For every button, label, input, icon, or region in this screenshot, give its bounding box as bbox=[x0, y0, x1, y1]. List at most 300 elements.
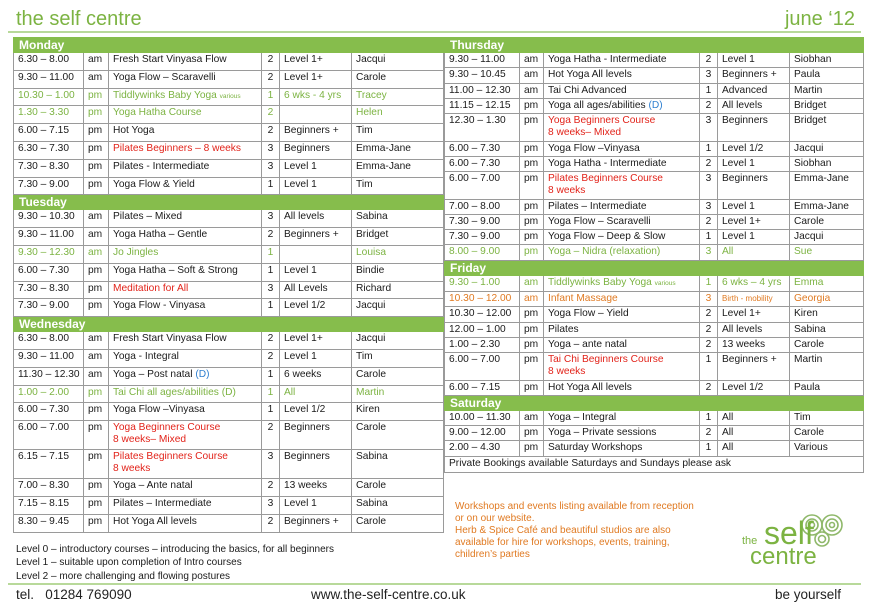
class-time: 6.00 – 7.30 bbox=[14, 263, 84, 281]
class-tutor: Martin bbox=[790, 83, 864, 98]
studio-number: 2 bbox=[262, 228, 280, 246]
class-level: Beginners + bbox=[280, 124, 352, 142]
class-title: Fresh Start Vinyasa Flow bbox=[113, 54, 227, 65]
class-level: Level 1/2 bbox=[718, 380, 790, 395]
class-level: Level 1+ bbox=[718, 214, 790, 229]
class-row[interactable] bbox=[14, 53, 444, 71]
class-title: Tai Chi all ages/abilities (D) bbox=[113, 386, 236, 398]
class-name bbox=[109, 281, 262, 299]
class-time: 6.00 – 7.15 bbox=[14, 124, 84, 142]
class-tutor: Emma-Jane bbox=[352, 159, 444, 177]
class-name bbox=[544, 322, 700, 337]
class-time: 1.00 – 2.30 bbox=[445, 337, 520, 352]
class-tutor: Richard bbox=[352, 281, 444, 299]
class-ampm: pm bbox=[520, 172, 544, 199]
class-time: 6.15 – 7.15 bbox=[14, 450, 84, 479]
studio-number: 2 bbox=[262, 53, 280, 71]
class-row[interactable] bbox=[445, 353, 864, 380]
class-tutor: Carole bbox=[352, 479, 444, 497]
class-row[interactable] bbox=[14, 349, 444, 367]
studio-number: 1 bbox=[262, 177, 280, 195]
class-name bbox=[544, 83, 700, 98]
footer-website[interactable]: www.the-self-centre.co.uk bbox=[311, 587, 466, 602]
day-header-wednesday bbox=[14, 317, 444, 332]
studio-number: 1 bbox=[262, 299, 280, 317]
class-ampm: am bbox=[520, 68, 544, 83]
class-level: 6 weeks bbox=[280, 367, 352, 385]
class-title: Yoga Flow & Yield bbox=[113, 178, 195, 190]
class-name bbox=[109, 385, 262, 403]
class-tutor: Bridget bbox=[790, 98, 864, 113]
class-tutor: Martin bbox=[790, 353, 864, 380]
class-time: 12.30 – 1.30 bbox=[445, 114, 520, 141]
right-timetable bbox=[444, 37, 864, 473]
class-ampm: am bbox=[520, 83, 544, 98]
class-ampm: pm bbox=[520, 307, 544, 322]
class-name bbox=[109, 228, 262, 246]
class-time: 1.00 – 2.00 bbox=[14, 385, 84, 403]
class-tutor: Carole bbox=[352, 367, 444, 385]
class-time: 7.30 – 9.00 bbox=[445, 230, 520, 245]
class-tutor: Kiren bbox=[352, 403, 444, 421]
class-title: Yoga Flow –Vinyasa bbox=[548, 142, 640, 154]
class-level: Beginners + bbox=[280, 228, 352, 246]
studio-number: 2 bbox=[700, 156, 718, 171]
day-name: Monday bbox=[14, 38, 444, 53]
class-time: 1.30 – 3.30 bbox=[14, 106, 84, 124]
class-time: 9.30 – 11.00 bbox=[14, 349, 84, 367]
class-row[interactable] bbox=[445, 83, 864, 98]
class-row[interactable] bbox=[445, 410, 864, 425]
class-level: All Levels bbox=[280, 281, 352, 299]
studio-number: 3 bbox=[700, 114, 718, 141]
class-title: Yoga – Integral bbox=[548, 411, 617, 423]
class-tutor: Bridget bbox=[352, 228, 444, 246]
footer-rule bbox=[8, 583, 861, 585]
class-row[interactable] bbox=[445, 275, 864, 291]
class-name bbox=[109, 367, 262, 385]
class-time: 8.00 – 9.00 bbox=[445, 245, 520, 260]
class-ampm: pm bbox=[84, 496, 109, 514]
class-level bbox=[280, 245, 352, 263]
class-ampm: pm bbox=[520, 441, 544, 456]
class-tutor: Paula bbox=[790, 380, 864, 395]
class-level: Level 1 bbox=[718, 53, 790, 68]
class-tutor: Emma-Jane bbox=[352, 141, 444, 159]
class-name bbox=[544, 141, 700, 156]
info-note bbox=[455, 501, 710, 561]
class-tutor: Jacqui bbox=[352, 299, 444, 317]
class-row[interactable] bbox=[445, 291, 864, 306]
class-level: 6 wks - 4 yrs bbox=[280, 88, 352, 106]
day-header-friday bbox=[445, 260, 864, 275]
class-tag: various bbox=[654, 279, 676, 287]
studio-number: 2 bbox=[262, 332, 280, 350]
class-title: Yoga all ages/abilities bbox=[548, 99, 646, 111]
class-row[interactable] bbox=[14, 332, 444, 350]
class-title: Yoga Hatha – Soft & Strong bbox=[113, 264, 238, 276]
logo-self: self bbox=[764, 515, 814, 551]
class-title: Hot Yoga All levels bbox=[113, 515, 197, 527]
class-row[interactable] bbox=[14, 141, 444, 159]
class-subtitle: 8 weeks– Mixed bbox=[113, 434, 187, 446]
class-name bbox=[109, 88, 262, 106]
class-row[interactable] bbox=[445, 380, 864, 395]
class-title: Infant Massage bbox=[548, 292, 618, 304]
class-ampm: am bbox=[84, 70, 109, 88]
class-row[interactable] bbox=[14, 228, 444, 246]
class-level: Level 1+ bbox=[280, 53, 352, 71]
class-row[interactable] bbox=[445, 53, 864, 68]
class-ampm: am bbox=[84, 228, 109, 246]
class-row[interactable] bbox=[445, 441, 864, 456]
class-ampm: pm bbox=[520, 98, 544, 113]
class-tutor: Various bbox=[790, 441, 864, 456]
class-name bbox=[544, 307, 700, 322]
studio-number: 1 bbox=[262, 245, 280, 263]
class-level: Beginners + bbox=[718, 68, 790, 83]
class-name bbox=[109, 177, 262, 195]
class-tutor: Carole bbox=[790, 214, 864, 229]
class-name bbox=[544, 199, 700, 214]
class-level: 13 weeks bbox=[280, 479, 352, 497]
class-level: Level 1 bbox=[280, 177, 352, 195]
class-name bbox=[109, 245, 262, 263]
self-centre-logo bbox=[738, 513, 848, 573]
class-time: 7.30 – 8.30 bbox=[14, 159, 84, 177]
class-level: Level 1 bbox=[280, 159, 352, 177]
class-ampm: pm bbox=[84, 421, 109, 450]
class-row[interactable] bbox=[14, 385, 444, 403]
class-subtitle: 8 weeks bbox=[548, 366, 586, 378]
class-subtitle: 8 weeks bbox=[113, 463, 151, 475]
level-0-note: Level 0 – introductory courses – introducing the basics, for all beginners bbox=[16, 544, 334, 555]
footer-tagline: be yourself bbox=[774, 587, 841, 602]
class-title: Yoga Beginners Course bbox=[548, 115, 656, 127]
class-tutor: Paula bbox=[790, 68, 864, 83]
class-row[interactable] bbox=[14, 124, 444, 142]
class-row[interactable] bbox=[14, 177, 444, 195]
class-tutor: Emma-Jane bbox=[790, 172, 864, 199]
class-title: Meditation for All bbox=[113, 282, 189, 294]
class-level: All levels bbox=[280, 210, 352, 228]
class-level: All levels bbox=[718, 98, 790, 113]
day-name: Friday bbox=[445, 260, 864, 275]
class-title: Tiddlywinks Baby Yoga bbox=[113, 89, 217, 101]
class-row[interactable] bbox=[14, 159, 444, 177]
class-name bbox=[109, 421, 262, 450]
level-legend bbox=[16, 543, 334, 583]
class-row[interactable] bbox=[14, 450, 444, 479]
class-title: Pilates – Mixed bbox=[113, 211, 183, 223]
class-tutor: Emma-Jane bbox=[790, 199, 864, 214]
studio-number: 2 bbox=[700, 337, 718, 352]
class-row[interactable] bbox=[445, 214, 864, 229]
class-name bbox=[544, 68, 700, 83]
class-level: Beginners + bbox=[718, 353, 790, 380]
class-level: Beginners bbox=[718, 172, 790, 199]
class-ampm: pm bbox=[520, 230, 544, 245]
class-level: 6 wks – 4 yrs bbox=[718, 275, 790, 291]
class-title: Pilates bbox=[548, 323, 579, 335]
class-name bbox=[109, 479, 262, 497]
class-ampm: am bbox=[84, 53, 109, 71]
class-title: Yoga – Private sessions bbox=[548, 427, 657, 439]
class-row[interactable] bbox=[445, 322, 864, 337]
class-time: 9.30 – 11.00 bbox=[14, 70, 84, 88]
class-name bbox=[109, 514, 262, 532]
info-line: or on our website. bbox=[455, 513, 535, 524]
studio-number: 1 bbox=[700, 141, 718, 156]
class-row[interactable] bbox=[445, 426, 864, 441]
class-level: Level 1/2 bbox=[280, 299, 352, 317]
class-row[interactable] bbox=[445, 307, 864, 322]
class-tutor: Bindie bbox=[352, 263, 444, 281]
class-row[interactable] bbox=[14, 403, 444, 421]
class-time: 7.30 – 9.00 bbox=[14, 177, 84, 195]
class-title: Pilates – Intermediate bbox=[113, 497, 212, 509]
studio-number: 3 bbox=[262, 281, 280, 299]
class-title: Tai Chi Advanced bbox=[548, 84, 627, 96]
class-time: 6.00 – 7.30 bbox=[445, 141, 520, 156]
studio-number: 2 bbox=[262, 421, 280, 450]
studio-number: 2 bbox=[700, 380, 718, 395]
drop-in-marker: (D) bbox=[195, 368, 210, 380]
class-name bbox=[109, 53, 262, 71]
studio-number: 2 bbox=[262, 514, 280, 532]
class-row[interactable] bbox=[14, 210, 444, 228]
class-row[interactable] bbox=[445, 98, 864, 113]
class-ampm: am bbox=[84, 367, 109, 385]
class-time: 7.30 – 8.30 bbox=[14, 281, 84, 299]
class-tutor: Helen bbox=[352, 106, 444, 124]
class-title: Yoga - Integral bbox=[113, 350, 179, 362]
class-title: Tai Chi Beginners Course bbox=[548, 354, 664, 366]
class-title: Pilates – Intermediate bbox=[548, 200, 647, 212]
class-name bbox=[109, 106, 262, 124]
class-row[interactable] bbox=[14, 281, 444, 299]
class-tutor: Georgia bbox=[790, 291, 864, 306]
class-ampm: am bbox=[520, 275, 544, 291]
class-ampm: pm bbox=[84, 106, 109, 124]
left-timetable bbox=[13, 37, 444, 533]
class-level: Advanced bbox=[718, 83, 790, 98]
class-ampm: am bbox=[84, 332, 109, 350]
class-name bbox=[544, 98, 700, 113]
class-time: 10.30 – 1.00 bbox=[14, 88, 84, 106]
class-title: Yoga – Nidra (relaxation) bbox=[548, 246, 661, 258]
class-tutor: Tim bbox=[790, 410, 864, 425]
class-name bbox=[109, 299, 262, 317]
class-title: Yoga Hatha – Gentle bbox=[113, 229, 208, 241]
day-name: Thursday bbox=[445, 38, 864, 53]
class-title: Pilates Beginners Course bbox=[113, 451, 228, 463]
class-name bbox=[109, 403, 262, 421]
class-level: Level 1 bbox=[280, 263, 352, 281]
class-time: 2.00 – 4.30 bbox=[445, 441, 520, 456]
class-tutor: Tim bbox=[352, 124, 444, 142]
class-ampm: pm bbox=[520, 141, 544, 156]
class-time: 6.00 – 7.00 bbox=[445, 172, 520, 199]
class-row[interactable] bbox=[14, 496, 444, 514]
class-row[interactable] bbox=[14, 479, 444, 497]
studio-number: 1 bbox=[262, 367, 280, 385]
class-time: 9.30 – 10.45 bbox=[445, 68, 520, 83]
class-title: Hot Yoga All levels bbox=[548, 69, 632, 81]
class-row[interactable] bbox=[445, 245, 864, 260]
class-ampm: am bbox=[520, 410, 544, 425]
class-level: All bbox=[718, 441, 790, 456]
class-name bbox=[109, 124, 262, 142]
logo-centre: centre bbox=[750, 543, 817, 570]
class-row[interactable] bbox=[14, 367, 444, 385]
class-row[interactable] bbox=[445, 172, 864, 199]
class-ampm: pm bbox=[520, 353, 544, 380]
class-ampm: pm bbox=[520, 426, 544, 441]
studio-number: 2 bbox=[700, 53, 718, 68]
class-tutor: Jacqui bbox=[352, 332, 444, 350]
class-name bbox=[544, 230, 700, 245]
class-ampm: pm bbox=[84, 479, 109, 497]
class-name bbox=[544, 426, 700, 441]
class-row[interactable] bbox=[445, 141, 864, 156]
class-name bbox=[109, 141, 262, 159]
class-title: Yoga – Ante natal bbox=[113, 480, 193, 492]
class-ampm: pm bbox=[520, 380, 544, 395]
class-tutor: Tim bbox=[352, 349, 444, 367]
class-tutor: Martin bbox=[352, 385, 444, 403]
class-row[interactable] bbox=[445, 337, 864, 352]
class-row[interactable] bbox=[14, 245, 444, 263]
class-title: Yoga Flow – Scaravelli bbox=[113, 71, 216, 83]
level-2-note: Level 2 – more challenging and flowing postures bbox=[16, 570, 231, 582]
class-time: 11.15 – 12.15 bbox=[445, 98, 520, 113]
class-level: All levels bbox=[718, 322, 790, 337]
class-title: Yoga Hatha Course bbox=[113, 107, 202, 119]
studio-number: 1 bbox=[700, 410, 718, 425]
private-bookings-note: Private Bookings available Saturdays and Sundays please ask bbox=[445, 456, 864, 472]
class-name bbox=[544, 214, 700, 229]
class-name bbox=[544, 275, 700, 291]
class-name bbox=[544, 156, 700, 171]
class-level: All bbox=[280, 385, 352, 403]
class-title: Yoga – Post natal bbox=[113, 368, 193, 380]
class-tutor: Siobhan bbox=[790, 53, 864, 68]
class-row[interactable] bbox=[445, 199, 864, 214]
class-tutor: Emma bbox=[790, 275, 864, 291]
day-header-saturday bbox=[445, 395, 864, 410]
class-row[interactable] bbox=[14, 88, 444, 106]
studio-number: 1 bbox=[700, 441, 718, 456]
class-tutor: Carole bbox=[352, 514, 444, 532]
class-title: Pilates Beginners – 8 weeks bbox=[113, 142, 241, 154]
class-ampm: pm bbox=[84, 299, 109, 317]
class-row[interactable] bbox=[14, 421, 444, 450]
class-name bbox=[544, 337, 700, 352]
class-row[interactable] bbox=[445, 156, 864, 171]
class-level: Beginners bbox=[280, 141, 352, 159]
studio-number: 1 bbox=[262, 403, 280, 421]
class-ampm: pm bbox=[84, 263, 109, 281]
class-ampm: am bbox=[84, 210, 109, 228]
class-name bbox=[544, 441, 700, 456]
class-title: Yoga – ante natal bbox=[548, 338, 627, 350]
class-row[interactable] bbox=[14, 263, 444, 281]
class-time: 6.00 – 7.00 bbox=[14, 421, 84, 450]
studio-number: 2 bbox=[700, 307, 718, 322]
class-level: Level 1/2 bbox=[718, 141, 790, 156]
class-time: 6.00 – 7.30 bbox=[14, 403, 84, 421]
class-name bbox=[544, 114, 700, 141]
class-tutor: Sabina bbox=[352, 450, 444, 479]
class-name bbox=[109, 263, 262, 281]
class-row[interactable] bbox=[445, 68, 864, 83]
class-row[interactable] bbox=[445, 230, 864, 245]
class-ampm: pm bbox=[84, 177, 109, 195]
class-tutor: Carole bbox=[352, 70, 444, 88]
class-name bbox=[109, 159, 262, 177]
class-ampm: pm bbox=[520, 245, 544, 260]
class-level: Level 1 bbox=[718, 230, 790, 245]
class-ampm: pm bbox=[84, 514, 109, 532]
studio-number: 3 bbox=[262, 141, 280, 159]
class-row[interactable] bbox=[14, 70, 444, 88]
studio-number: 3 bbox=[700, 291, 718, 306]
class-tutor: Bridget bbox=[790, 114, 864, 141]
studio-number: 3 bbox=[700, 245, 718, 260]
class-row[interactable] bbox=[445, 114, 864, 141]
class-time: 11.00 – 12.30 bbox=[445, 83, 520, 98]
class-level: Level 1 bbox=[280, 496, 352, 514]
class-ampm: am bbox=[520, 53, 544, 68]
class-level: Level 1 bbox=[718, 199, 790, 214]
class-name bbox=[109, 349, 262, 367]
class-time: 6.00 – 7.00 bbox=[445, 353, 520, 380]
studio-number: 2 bbox=[262, 479, 280, 497]
class-name bbox=[109, 210, 262, 228]
level-1-note: Level 1 – suitable upon completion of Intro courses bbox=[16, 557, 242, 569]
studio-number: 1 bbox=[262, 263, 280, 281]
class-level: All bbox=[718, 245, 790, 260]
class-row[interactable] bbox=[14, 106, 444, 124]
studio-number: 3 bbox=[262, 210, 280, 228]
class-ampm: pm bbox=[520, 322, 544, 337]
day-header-thursday bbox=[445, 38, 864, 53]
class-level: All bbox=[718, 410, 790, 425]
studio-number: 3 bbox=[700, 172, 718, 199]
class-name bbox=[544, 410, 700, 425]
class-title: Pilates Beginners Course bbox=[548, 173, 663, 185]
class-time: 8.30 – 9.45 bbox=[14, 514, 84, 532]
class-title: Hot Yoga bbox=[113, 125, 155, 137]
class-name bbox=[544, 53, 700, 68]
class-level bbox=[280, 106, 352, 124]
class-row[interactable] bbox=[14, 514, 444, 532]
class-title: Yoga Flow –Vinyasa bbox=[113, 404, 205, 416]
class-row[interactable] bbox=[14, 299, 444, 317]
class-ampm: pm bbox=[84, 385, 109, 403]
class-title: Fresh Start Vinyasa Flow bbox=[113, 333, 227, 345]
class-subtitle: 8 weeks bbox=[548, 185, 586, 197]
drop-in-marker: (D) bbox=[648, 99, 663, 111]
class-tutor: Carole bbox=[790, 337, 864, 352]
studio-number: 3 bbox=[700, 68, 718, 83]
class-tutor: Siobhan bbox=[790, 156, 864, 171]
info-line: Herb & Spice Café and beautiful studios are also bbox=[455, 525, 671, 536]
info-line: available for hire for workshops, events, training, bbox=[455, 537, 670, 548]
class-time: 10.30 – 12.00 bbox=[445, 307, 520, 322]
class-time: 7.00 – 8.00 bbox=[445, 199, 520, 214]
